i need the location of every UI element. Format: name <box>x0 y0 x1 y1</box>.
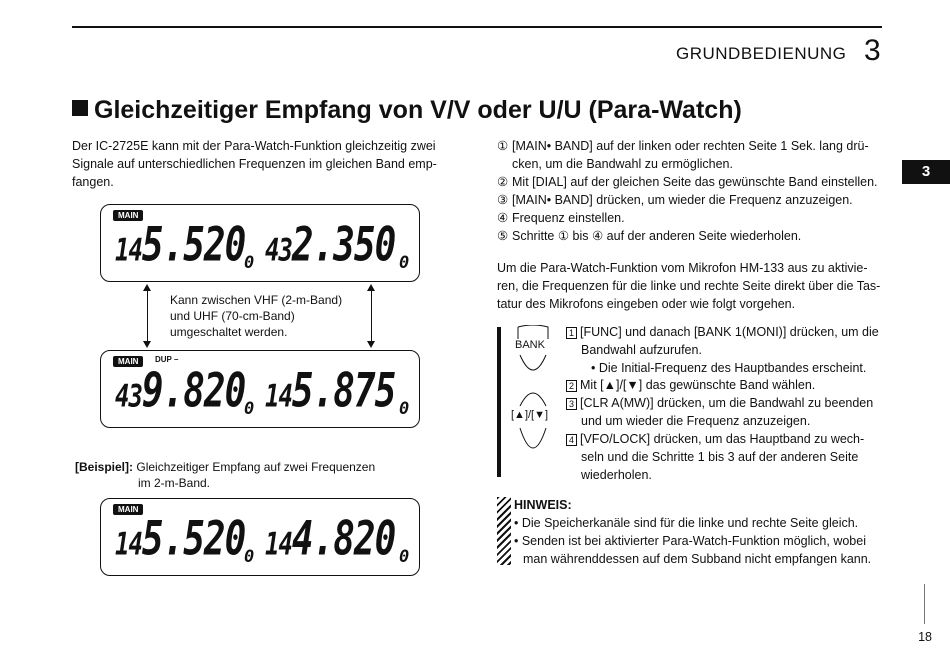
freq-prefix: 14 <box>115 526 142 563</box>
section-title-text: Gleichzeitiger Empfang von V/V oder U/U (Para-Watch) <box>94 96 742 124</box>
freq-main: 5.875 <box>291 365 396 419</box>
step-text: Schritte ① bis ④ auf der anderen Seite wiederholen. <box>512 229 802 243</box>
freq-prefix: 43 <box>115 378 142 415</box>
step-number: ② <box>497 175 509 189</box>
arrow-up-icon <box>143 284 151 291</box>
main-badge: MAIN <box>113 210 143 221</box>
chapter-number: 3 <box>864 34 881 67</box>
mic-intro-line: tatur des Mikrofons eingeben oder wie folgt vorgehen. <box>497 297 796 311</box>
right-subdigit: 0 <box>399 547 410 567</box>
mic-intro-line: Um die Para-Watch-Funktion vom Mikrofon HM-133 aus zu aktivie- <box>497 261 868 275</box>
freq-prefix: 14 <box>115 232 142 269</box>
mic-intro <box>497 259 892 313</box>
left-subdigit: 0 <box>244 399 255 419</box>
lcd-display-1 <box>100 204 420 282</box>
intro-line: Der IC-2725E kann mit der Para-Watch-Funktion gleichzeitig zwei <box>72 139 436 153</box>
step-text: Mit [DIAL] auf der gleichen Seite das gewünschte Band einstellen. <box>512 175 878 189</box>
mic-step-1 <box>566 323 886 377</box>
mic-section-bar <box>497 327 501 477</box>
step-text: cken, um die Bandwahl zu ermöglichen. <box>512 157 733 171</box>
step-text: [MAIN• BAND] auf der linken oder rechten Seite 1 Sek. lang drü- <box>512 139 869 153</box>
updown-key-label: [▲]/[▼] <box>511 409 549 421</box>
lcd-display-3 <box>100 498 420 576</box>
right-frequency <box>265 513 395 566</box>
mic-step-3 <box>566 394 886 430</box>
step-text: Frequenz einstellen. <box>512 211 625 225</box>
mic-step-text: [VFO/LOCK] drücken, um das Hauptband zu wech- <box>580 432 865 446</box>
updown-key-icon <box>510 388 556 478</box>
freq-main: 4.820 <box>291 513 396 567</box>
right-subdigit: 0 <box>399 399 410 419</box>
freq-main: 5.520 <box>141 513 246 567</box>
mic-step-text: [FUNC] und danach [BANK 1(MONI)] drücken, um die <box>580 325 879 339</box>
mic-intro-line: ren, die Frequenzen für die linke und rechte Seite direkt über die Tas- <box>497 279 881 293</box>
step-4 <box>497 209 887 227</box>
mic-step-text: Bandwahl aufzurufen. <box>581 343 702 357</box>
note-line: und UHF (70-cm-Band) <box>170 309 295 323</box>
right-frequency <box>265 219 395 272</box>
mic-step-4 <box>566 430 886 484</box>
mic-step-text: seln und die Schritte 1 bis 3 auf der anderen Seite <box>581 450 859 464</box>
example-caption <box>75 459 375 491</box>
left-subdigit: 0 <box>244 253 255 273</box>
mic-step-2 <box>566 376 886 394</box>
hinweis-box <box>514 496 894 568</box>
hinweis-item: • Senden ist bei aktivierter Para-Watch-Funktion möglich, wobei <box>514 534 866 548</box>
example-line: im 2-m-Band. <box>138 476 211 490</box>
freq-prefix: 14 <box>265 378 292 415</box>
chapter-label: GRUNDBEDIENUNG <box>676 44 847 63</box>
step-number: ③ <box>497 193 509 207</box>
bank-key-icon <box>510 325 556 385</box>
step-box-number: 1 <box>566 327 577 339</box>
right-subdigit: 0 <box>399 253 410 273</box>
step-5 <box>497 227 887 245</box>
freq-main: 9.820 <box>141 365 246 419</box>
example-line: Gleichzeitiger Empfang auf zwei Frequenzen <box>136 460 376 474</box>
side-chapter-tab: 3 <box>902 160 950 184</box>
left-frequency <box>115 219 245 272</box>
top-rule <box>72 26 882 28</box>
dup-indicator: DUP – <box>155 355 179 364</box>
square-bullet-icon <box>72 100 88 116</box>
section-title <box>72 96 742 125</box>
step-number: ⑤ <box>497 229 509 243</box>
arrow-left-line <box>147 290 148 342</box>
lcd-display-2 <box>100 350 420 428</box>
step-box-number: 2 <box>566 380 577 392</box>
freq-main: 5.520 <box>141 219 246 273</box>
step-number: ① <box>497 139 509 153</box>
step-box-number: 3 <box>566 398 577 410</box>
arrow-down-icon <box>143 341 151 348</box>
main-badge: MAIN <box>113 504 143 515</box>
arrow-right-line <box>371 290 372 342</box>
left-frequency <box>115 513 245 566</box>
freq-prefix: 14 <box>265 526 292 563</box>
bank-key-label: BANK <box>515 339 545 351</box>
mic-step-text: und um wieder die Frequenz anzuzeigen. <box>581 414 811 428</box>
page-number: 18 <box>918 630 932 644</box>
step-3 <box>497 191 887 209</box>
mic-step-text: [CLR A(MW)] drücken, um die Bandwahl zu beenden <box>580 396 874 410</box>
freq-prefix: 43 <box>265 232 292 269</box>
freq-main: 2.350 <box>291 219 396 273</box>
mic-step-bullet: • Die Initial-Frequenz des Hauptbandes erscheint. <box>591 361 867 375</box>
hinweis-item: man währenddessen auf dem Subband nicht empfangen kann. <box>523 552 872 566</box>
arrow-down-icon <box>367 341 375 348</box>
mic-step-text: Mit [▲]/[▼] das gewünschte Band wählen. <box>580 378 816 392</box>
note-line: Kann zwischen VHF (2-m-Band) <box>170 293 343 307</box>
left-subdigit: 0 <box>244 547 255 567</box>
intro-line: fangen. <box>72 175 114 189</box>
step-2 <box>497 173 887 191</box>
hinweis-hatch-bar <box>497 497 511 565</box>
main-badge: MAIN <box>113 356 143 367</box>
switch-note <box>170 292 342 340</box>
step-number: ④ <box>497 211 509 225</box>
left-frequency <box>115 365 245 418</box>
step-box-number: 4 <box>566 434 577 446</box>
footer-rule <box>924 584 925 624</box>
mic-step-text: wiederholen. <box>581 468 652 482</box>
arrow-up-icon <box>367 284 375 291</box>
example-label: [Beispiel]: <box>75 460 134 474</box>
right-frequency <box>265 365 395 418</box>
step-1 <box>497 137 887 173</box>
note-line: umgeschaltet werden. <box>170 325 288 339</box>
intro-paragraph <box>72 137 462 191</box>
step-text: [MAIN• BAND] drücken, um wieder die Frequenz anzuzeigen. <box>512 193 853 207</box>
hinweis-item: • Die Speicherkanäle sind für die linke und rechte Seite gleich. <box>514 516 859 530</box>
intro-line: Signale auf unterschiedlichen Frequenzen im gleichen Band emp- <box>72 157 437 171</box>
hinweis-title: HINWEIS: <box>514 498 572 512</box>
